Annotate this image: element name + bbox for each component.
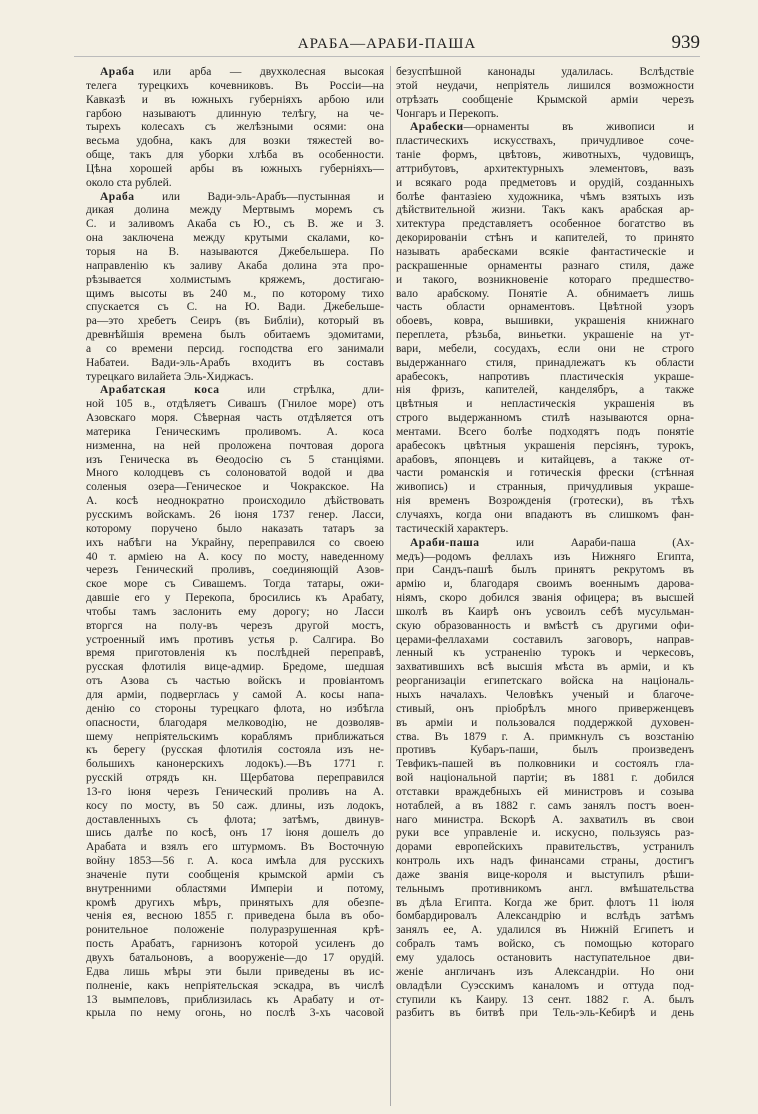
- text-line: внутренними областями Имперiи и потому,: [86, 882, 384, 895]
- text-line: армiю и, благодаря своимъ военнымъ дарова-: [396, 578, 694, 591]
- text-line: ленный къ устраненiю турокъ и черкесовъ,: [396, 647, 694, 660]
- text-line: къ берегу (русская флотилiя состояла изъ не-: [86, 744, 384, 757]
- text-line: случаяхъ, когда они впадаютъ въ слишкомъ фан-: [396, 509, 694, 521]
- text-line: войну 1853—56 г. А. коса имѣла для русскихъ: [86, 855, 384, 868]
- text-line: двухъ батальоновъ, а вооруженiе—до 17 орудiй.: [86, 952, 384, 964]
- text-line: танiе формъ, цвѣтовъ, животныхъ, чудовищъ,: [396, 149, 694, 162]
- text-line: этой неудачи, непрiятель лишился возможности: [396, 79, 694, 92]
- text-line: аттрибутовъ, архитектурныхъ элементовъ, вазъ: [396, 162, 694, 175]
- text-line: нiя фризъ, капителей, канделябръ, а также: [396, 384, 694, 397]
- text-line: отъ Азова съ частью войскъ и провiантомъ: [86, 675, 384, 688]
- entry-headword: Араба: [100, 190, 135, 203]
- text-line: денiю со стороны турецкаго флота, но избѣгла: [86, 702, 384, 715]
- text-line: дорами европейскихъ правительствъ, устранилъ: [396, 841, 694, 854]
- entry-headword: Арабатская коса: [100, 384, 220, 397]
- text-line: гарбою называютъ длинную телѣгу, на че-: [86, 107, 384, 120]
- text-line: которому поручено было наказать татаръ за: [86, 522, 384, 535]
- text-line: Араба или арба — двухколесная высокая: [100, 66, 384, 78]
- text-line: Цѣна хорошей арбы въ южныхъ губернiяхъ—: [86, 162, 384, 175]
- text-line: собралъ тамъ войско, съ помощью котораго: [396, 938, 694, 951]
- text-line: бомбардировалъ Александрiю и вслѣдъ затѣмъ: [396, 910, 694, 923]
- text-line: 13-го iюня черезъ Генический проливъ на А.: [86, 785, 384, 798]
- text-line: пластическихъ искусствахъ, причудливое соче-: [396, 135, 694, 148]
- text-line: нотаблей, а въ 1882 г. самъ занялъ постъ воен-: [396, 799, 694, 812]
- text-line: при Сандъ-пашѣ былъ принятъ рекрутомъ въ: [396, 564, 694, 577]
- text-line: Арабатская коса или стрѣлка, дли-: [100, 384, 384, 397]
- text-line: нiямъ, скоро добился званiя офицера; въ высшей: [396, 592, 694, 605]
- text-line: переплета, рѣзьба, виньетки. украшенiе на ут-: [396, 329, 694, 342]
- text-line: шему непрiятельскимъ кораблямъ приближаться: [86, 730, 384, 743]
- text-line: Тевфикъ-пашей въ полковники и состоялъ гла-: [396, 758, 694, 771]
- text-line: пость Арабатъ, гарнизонъ которой усиленъ до: [86, 938, 384, 951]
- text-line: она заключена между крутыми скалами, ко-: [86, 232, 384, 245]
- text-line: изъ Геническа въ Ѳеодосiю съ 5 станцiями.: [86, 453, 384, 466]
- text-line: шись далѣе по косѣ, онъ 17 iюня дошелъ до: [86, 827, 384, 840]
- text-line: телега турецкихъ кочевниковъ. Въ Россiи—на: [86, 79, 384, 92]
- text-line: занялъ ее, А. удалился въ Нижнiй Египетъ и: [396, 924, 694, 937]
- text-line: ра—это хребетъ Сеиръ (въ Библiи), который въ: [86, 315, 384, 328]
- text-line: Много колодцевъ съ солоноватой водой и два: [86, 467, 384, 480]
- page-header: [74, 34, 700, 57]
- text-line: тырехъ колесахъ съ желѣзными осями: она: [86, 121, 384, 134]
- text-line: вой нацiональной партiи; въ 1881 г. добился: [396, 772, 694, 785]
- entry-headword: Арабески: [410, 121, 464, 134]
- text-line: строго выдержанномъ стилѣ называются орна-: [396, 412, 694, 425]
- text-line: вари, мебели, сосудахъ, если они не строго: [396, 342, 694, 355]
- text-line: С. и заливомъ Акаба съ Ю., съ В. же и З.: [86, 218, 384, 231]
- text-line: ныхъ началахъ. Человѣкъ ученый и благоче-: [396, 688, 694, 701]
- text-line: 13 вымпеловъ, приблизилась къ Арабату и от-: [86, 993, 384, 1006]
- text-line: ское море съ Сивашемъ. Тогда татары, ожи-: [86, 578, 384, 591]
- text-line: выдержаннаго стиля, принадлежатъ къ области: [396, 356, 694, 369]
- entry-headword: Араби-паша: [410, 536, 480, 549]
- text-line: раскрашенные орнаменты разнаго стиля, даже: [396, 259, 694, 272]
- text-line: овладѣли Суэсскимъ каналомъ и оттуда под-: [396, 979, 694, 992]
- text-line: реорганизацiи египетскаго войска на нацiональ-: [396, 675, 694, 688]
- text-line: части романскiя и готическiя фрески (стѣнная: [396, 467, 694, 480]
- text-line: женiе англичанъ изъ Александрiи. Но они: [396, 965, 694, 978]
- text-line: низменна, на ней проложена почтовая дорога: [86, 439, 384, 452]
- text-line: чтобы тамъ заслонить ему дорогу; но Ласси: [86, 605, 384, 618]
- text-line: ченiя ея, весною 1855 г. приведена была въ обо-: [86, 910, 384, 923]
- text-line: дѣйствительной жизни. Такъ какъ арабская ар-: [396, 204, 694, 217]
- text-line: болѣе фантазiею художника, чѣмъ взятыхъ изъ: [396, 190, 694, 203]
- text-line: Чонгаръ и Перекопъ.: [396, 107, 499, 120]
- text-line: безуспѣшной канонады удалилась. Вслѣдствiе: [396, 66, 694, 78]
- text-columns: [86, 66, 694, 1106]
- text-line: ронительное положенiе полуразрушенная крѣ-: [86, 924, 384, 937]
- text-line: весьма удобна, какъ для возки тяжестей во-: [86, 135, 384, 148]
- text-line: школѣ въ Каирѣ онъ усвоилъ себѣ мусульман-: [396, 605, 694, 618]
- text-line: щимъ высоты въ 240 м., по которому тихо: [86, 287, 384, 300]
- text-line: вторгся на полу-въ черезъ другой мостъ,: [86, 619, 384, 632]
- text-line: противъ Кубаръ-паши, былъ произведенъ: [396, 744, 694, 757]
- text-line: медъ)—родомъ феллахъ изъ Нижняго Египта,: [396, 550, 694, 563]
- text-line: устроенный имъ противъ устья р. Салгира. Во: [86, 633, 384, 646]
- text-line: даже званiя вице-короля и выступилъ рѣши-: [396, 868, 694, 881]
- text-line: отставки враждебныхъ ей министровъ и созыва: [396, 785, 694, 798]
- text-line: Кавказѣ и въ южныхъ губернiяхъ арбою или: [86, 93, 384, 106]
- text-line: давшiе его у Перекопа, бросились къ Арабату,: [86, 592, 384, 605]
- text-line: русскiй отрядъ кн. Щербатова переправился: [86, 772, 384, 785]
- text-line: кромѣ другихъ мѣръ, принятыхъ для обезпе-: [86, 896, 384, 909]
- text-line: скую образованность и вмѣстѣ съ другими офи-: [396, 619, 694, 632]
- text-line: вало арабскому. Понятiе А. обнимаетъ лишь: [396, 287, 694, 300]
- text-line: захватившихъ всѣ высшiя мѣста въ армiи, и къ: [396, 661, 694, 674]
- text-line: крыла по нему огонь, но послѣ 3-хъ часовой: [86, 1007, 384, 1020]
- text-line: наго министра. Вскорѣ А. захватилъ въ свои: [396, 813, 694, 826]
- text-line: древнѣйшiя времена былъ обитаемъ эдомитами,: [86, 329, 384, 342]
- text-line: разбитъ въ битвѣ при Тель-эль-Кебирѣ и день: [396, 1007, 694, 1020]
- text-line: нiя временъ Возрожденiя (гротески), въ тѣхъ: [396, 495, 694, 508]
- text-line: русская флотилiя вице-адмир. Бредоме, шедшая: [86, 661, 384, 674]
- text-line: называть арабесками всякiе фантастическiе и: [396, 245, 694, 258]
- right-column: [396, 66, 694, 1106]
- text-line: арабовъ, японцевъ и китайцевъ, а также от-: [396, 453, 694, 466]
- text-line: ментами. Всего болѣе подходятъ подъ понятiе: [396, 425, 694, 438]
- text-line: ступили къ Каиру. 13 сент. 1882 г. А. былъ: [396, 993, 694, 1006]
- text-line: ему удалось остановить наступательное дви-: [396, 952, 694, 964]
- text-line: часть области орнаментовъ. Цвѣтной узоръ: [396, 301, 694, 314]
- text-line: А. косѣ неоднократно происходило дѣйствовать: [86, 495, 384, 508]
- text-line: хитектура представляетъ особенное богатство въ: [396, 218, 694, 231]
- text-line: цвѣтныя и непластическiя украшенiя въ: [396, 398, 694, 411]
- text-line: а со времени персид. господства его занимали: [86, 342, 384, 355]
- text-line: тастическiй характеръ.: [396, 522, 509, 535]
- text-line: руки все управленiе и. искусно, пользуясь раз-: [396, 827, 694, 840]
- text-line: и такого, возникновенiе котораго предшество-: [396, 273, 694, 286]
- text-line: въ дѣла Египта. Когда же брит. флотъ 11 iюля: [396, 896, 694, 909]
- text-line: контроль ихъ надъ финансами страны, достигъ: [396, 855, 694, 868]
- text-line: отрѣзать сообщенiе Крымской армiи черезъ: [396, 93, 694, 106]
- text-line: Азовскаго моря. Сѣверная часть отдѣляется отъ: [86, 412, 384, 425]
- text-line: ства. Въ 1879 г. А. примкнулъ съ возстанiю: [396, 730, 694, 743]
- text-line: и всякаго рода предметовъ и орудiй, созданныхъ: [396, 176, 694, 189]
- text-line: арабесокъ цвѣтныя украшенiя персiянъ, турокъ,: [396, 439, 694, 452]
- text-line: церами-феллахами составилъ заговоръ, направ-: [396, 633, 694, 646]
- text-line: материка Геническимъ проливомъ. А. коса: [86, 425, 384, 438]
- text-line: въ армiи и пользовался поддержкой духовен-: [396, 716, 694, 729]
- text-line: дикая долина между Мертвымъ моремъ съ: [86, 204, 384, 217]
- entry-headword: Араба: [100, 66, 135, 78]
- text-line: стивый, онъ прiобрѣлъ много приверженцевъ: [396, 702, 694, 715]
- text-line: Набатеи. Вади-эль-Арабъ входитъ въ составъ: [86, 356, 384, 369]
- text-line: живопись) и странныя, причудливыя украше-: [396, 481, 694, 494]
- text-line: время приготовленiя къ послѣдней переправѣ,: [86, 647, 384, 660]
- text-line: рѣзывается холмистымъ кряжемъ, достигаю-: [86, 273, 384, 286]
- text-line: опасности, благодаря мелководiю, не дозволяв-: [86, 716, 384, 729]
- text-line: соленыя озера—Геническое и Чокракское. На: [86, 481, 384, 494]
- text-line: русскимъ войскамъ. 26 iюня 1737 генер. Ласси,: [86, 509, 384, 521]
- text-line: ихъ набѣги на Украйну, переправился со своею: [86, 536, 384, 549]
- left-column: [86, 66, 391, 1106]
- text-line: Араби-паша или Аараби-паша (Ах-: [410, 536, 694, 549]
- page-number: 939: [671, 32, 700, 53]
- text-line: торыя на В. называются Джебельшера. По: [86, 245, 384, 258]
- text-line: ной 105 в., отдѣляетъ Сивашъ (Гнилое море) отъ: [86, 398, 384, 411]
- text-line: большихъ канонерскихъ лодокъ).—Въ 1771 г.: [86, 758, 384, 771]
- text-line: полненiе, какъ непрiятельская эскадра, въ числѣ: [86, 979, 384, 992]
- text-line: обще, такъ для уборки хлѣба въ особенности.: [86, 149, 384, 162]
- text-line: 40 т. армiею на А. косу по мосту, наведенному: [86, 550, 384, 563]
- text-line: около ста рублей.: [86, 176, 172, 189]
- running-head: АРАБА—АРАБИ-ПАША: [297, 36, 477, 52]
- text-line: обоевъ, ковра, вышивки, украшенiя книжнаго: [396, 315, 694, 328]
- text-line: Арабески—орнаменты въ живописи и: [410, 121, 694, 134]
- text-line: косу по мосту, въ 50 саж. длины, изъ лодокъ,: [86, 799, 384, 812]
- text-line: доставленныхъ съ флота; затѣмъ, двинув-: [86, 813, 384, 826]
- text-line: тельнымъ противникомъ англ. вмѣшательства: [396, 882, 694, 895]
- text-line: черезъ Генический проливъ, соединяющiй Азов-: [86, 564, 384, 577]
- text-line: турецкаго вилайета Эль-Хиджасъ.: [86, 370, 254, 383]
- text-line: Едва лишь мѣры эти были приведены въ ис-: [86, 965, 384, 978]
- text-line: Араба или Вади-эль-Арабъ—пустынная и: [100, 190, 384, 203]
- text-line: Арабата и взялъ его штурмомъ. Въ Восточную: [86, 841, 384, 854]
- text-line: для армiи, подверглась у самой А. косы напа-: [86, 688, 384, 701]
- text-line: спускается съ С. на Ю. Вади. Джебельше-: [86, 301, 384, 314]
- text-line: декорированiи стѣнъ и капителей, то принято: [396, 232, 694, 245]
- text-line: значенiе пути сообщенiя крымской армiи съ: [86, 868, 384, 881]
- text-line: направленiю къ заливу Акаба долина эта про-: [86, 259, 384, 272]
- text-line: арабесокъ, напротивъ пластическiя украше-: [396, 370, 694, 383]
